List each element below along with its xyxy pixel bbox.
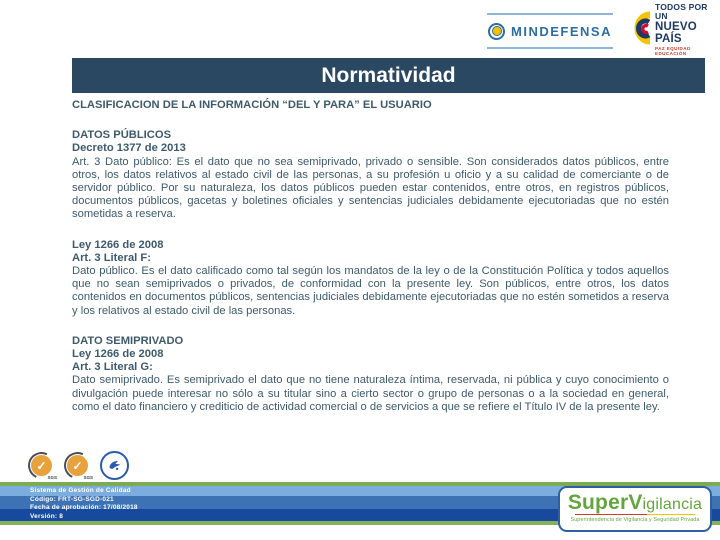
certification-seals: [28, 451, 129, 480]
section-heading: Art. 3 Literal G:: [72, 361, 153, 374]
section-body: Art. 3 Dato público: Es el dato que no sea semiprivado, privado o sensible. Son considerados datos públicos, entre otros, los datos relativos al estado civil de las personas, a su profesión u oficio y a su calidad de comerciante o de servidor público. Por su naturaleza, los datos públicos pueden estar contenidos, entre otros, en registros públicos, documentos públicos, gacetas y boletines oficiales y sentencias judiciales debidamente ejecutoriadas que no estén sometidas a reserva.: [72, 155, 669, 221]
section-heading: Decreto 1377 de 2013: [72, 142, 186, 155]
supervigilancia-logo: [558, 486, 712, 532]
sgs-seal-label: SGS: [47, 475, 57, 480]
section-heading: Ley 1266 de 2008: [72, 348, 164, 361]
section-heading: Art. 3 Literal F:: [72, 251, 151, 264]
nuevo-pais-swirl-icon: [626, 8, 652, 53]
sgs-certification-seal-icon: ✓ SGS: [28, 452, 55, 479]
quality-system-line: Versión: 8: [30, 512, 64, 520]
quality-system-line: Código: FRT-SG-SGD-021: [30, 495, 114, 503]
quality-system-line: Fecha de aprobación: 17/08/2018: [30, 504, 138, 512]
quality-system-block: [30, 487, 138, 521]
institutional-seal-icon: [100, 451, 129, 480]
nuevo-pais-tagline: PAZ EQUIDAD EDUCACIÓN: [655, 46, 691, 56]
section-heading: Ley 1266 de 2008: [72, 238, 164, 251]
slide-content: [72, 99, 669, 431]
section-body: Dato semiprivado. Es semiprivado el dato que no tiene naturaleza íntima, reservada, ni pública y cuyo conocimiento o divulgación puede interesar no sólo a su titular sino a cierto sector o grupo de personas o a la sociedad en general, como el dato financiero y crediticio de actividad comercial o de servicios a que se refiere el Título IV de la presente ley.: [72, 374, 669, 413]
sgs-certification-seal-icon: ✓ SGS: [64, 452, 91, 479]
supervigilancia-wordmark: SuperVigilancia: [567, 490, 703, 514]
section-heading: DATO SEMIPRIVADO: [72, 334, 184, 347]
mindefensa-logo-label: MINDEFENSA: [511, 23, 612, 39]
nuevo-pais-logo: [626, 2, 720, 56]
supervigilancia-subtitle: Superintendencia de Vigilancia y Seguridad Privada: [570, 517, 700, 524]
content-subtitle: CLASIFICACION DE LA INFORMACIÓN “DEL Y PARA” EL USUARIO: [72, 99, 432, 111]
section-heading: DATOS PÚBLICOS: [72, 129, 172, 142]
section-ley-1266-f: [72, 239, 669, 318]
section-datos-publicos: [72, 129, 669, 221]
sgs-seal-label: SGS: [83, 475, 93, 480]
quality-system-line: Sistema de Gestión de Calidad: [30, 487, 131, 494]
section-body: Dato público. Es el dato calificado como tal según los mandatos de la ley o de la Constitución Política y todos aquellos que no sean semiprivados o privados, de conformidad con la presente ley. Son públicos, entre otros, los datos contenidos en documentos públicos, sentencias judiciales debidamente ejecutoriadas que no estén sometidos a reserva y los relativos al estado civil de las personas.: [72, 265, 669, 317]
mindefensa-logo: [487, 13, 613, 49]
nuevo-pais-line1: TODOS POR UN: [655, 2, 708, 22]
section-dato-semiprivado: [72, 335, 669, 414]
title-banner: [72, 58, 705, 93]
page-title: Normatividad: [321, 63, 456, 87]
supervigilancia-divider: [575, 514, 695, 516]
mindefensa-crest-icon: [488, 23, 505, 40]
nuevo-pais-line2: NUEVO PAÍS: [655, 21, 697, 46]
